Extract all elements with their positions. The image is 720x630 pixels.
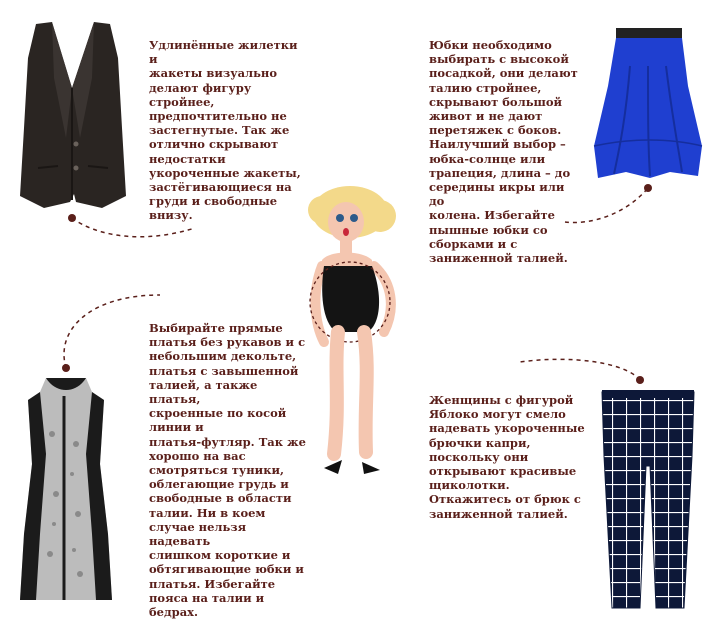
pants-illustration (598, 386, 698, 614)
skirt-tip-text: Юбки необходимо выбирать с высокой посадкой, они делают талию стройнее, скрывают большой живот и не дают перетяжек с боков. Наилучший выбор – юбка-солнце или трапеция, длина – до середины икры или до колена. Избегайте пышные юбки со сборками и с заниженной талией. (429, 38, 578, 266)
pants-tip-text: Женщины с фигурой Яблоко могут смело надевать укороченные брючки капри, поскольку они открывают красивые щиколотки. Откажитесь от брюк с заниженной талией. (429, 393, 585, 521)
dress-connector-dot (62, 364, 70, 372)
pants-connector (520, 359, 640, 380)
skirt-illustration (590, 26, 706, 186)
vest-illustration (14, 18, 132, 216)
pants-connector-dot (636, 376, 644, 384)
apple-figure-illustration (300, 182, 420, 482)
vest-tip-text: Удлинённые жилетки и жакеты визуально делают фигуру стройнее, предпочтительно не застегнутые. Так же отлично скрывают недостатки укороченные жакеты, застёгивающиеся на груди и свободные внизу. (149, 38, 301, 223)
dress-connector (64, 295, 160, 368)
dress-illustration (16, 374, 116, 606)
dress-tip-text: Выбирайте прямые платья без рукавов и с небольшим декольте, платья с завышенной талией, а также платья, скроенные по косой линии и платья-футляр. Так же хорошо на вас смотряться туники, облегающие грудь и свободные в области талии. Ни в коем случае нельзя надевать слишком короткие и обтягивающие юбки и платья. Избегайте пояса на талии и бедрах. (149, 321, 306, 620)
